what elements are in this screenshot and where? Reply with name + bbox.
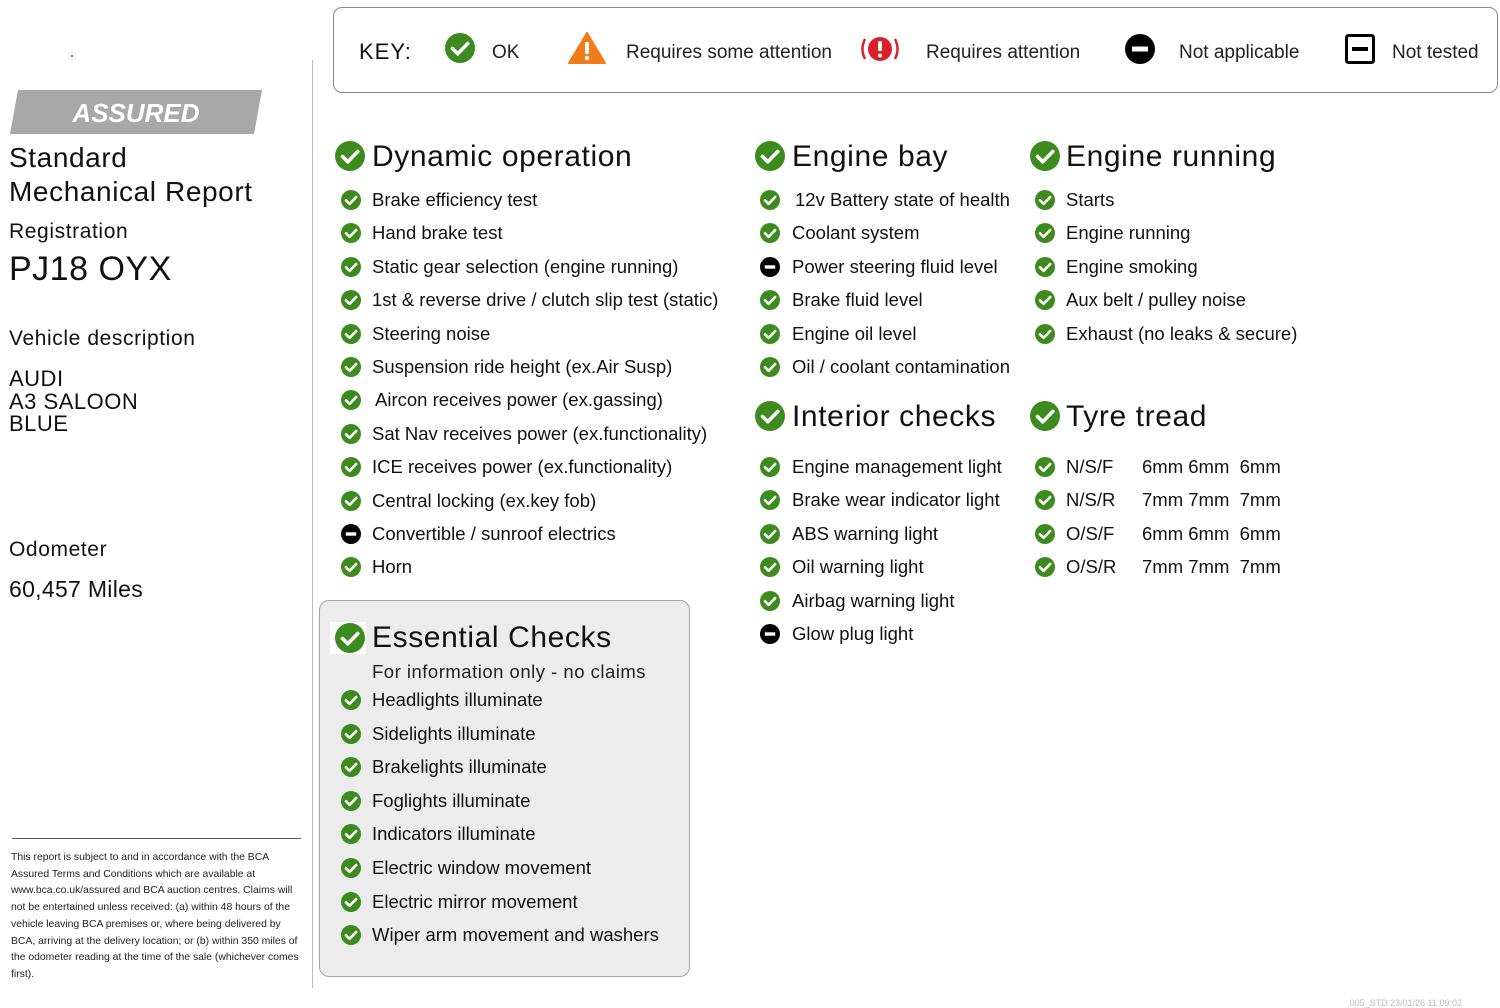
ok-check-icon (760, 223, 780, 243)
ok-check-icon (341, 757, 361, 777)
check-item-label: Horn (372, 556, 413, 577)
key-not-tested-label: Not tested (1392, 42, 1479, 63)
check-item-label: 1st & reverse drive / clutch slip test (static) (372, 289, 719, 310)
ok-check-icon (341, 858, 361, 878)
tyre-tread-value: 7mm 7mm 7mm (1142, 489, 1281, 510)
check-item-label: Suspension ride height (ex.Air Susp) (372, 356, 673, 377)
ok-check-icon (341, 390, 361, 410)
ok-check-icon (1035, 457, 1055, 477)
check-item-label: Indicators illuminate (372, 823, 536, 844)
ok-check-icon (1035, 290, 1055, 310)
ok-check-icon (341, 557, 361, 577)
key-attention-label: Requires attention (926, 42, 1081, 63)
check-item-label: Electric mirror movement (372, 891, 578, 912)
vehicle-description-label: Vehicle description (9, 327, 196, 350)
ok-check-icon (445, 33, 475, 63)
ok-check-icon (760, 591, 780, 611)
tyre-tread-value: 6mm 6mm 6mm (1142, 523, 1281, 544)
ok-check-icon (1035, 257, 1055, 277)
section-status-ok-icon (335, 141, 365, 171)
odometer-label: Odometer (9, 538, 108, 561)
not-tested-icon (1345, 34, 1375, 64)
not-applicable-icon (1125, 34, 1155, 64)
check-item-label: Brakelights illuminate (372, 756, 547, 777)
check-item-label: ICE receives power (ex.functionality) (372, 456, 673, 477)
essential-checks-panel (319, 600, 690, 977)
tyre-position-label: O/S/R (1066, 556, 1117, 577)
check-item-label: Starts (1066, 189, 1115, 210)
footer-stamp: 005_STD 23/01/26 11:09:02 (1349, 998, 1462, 1008)
check-item-label: Engine running (1066, 222, 1191, 243)
vehicle-colour: BLUE (9, 411, 69, 436)
not-applicable-icon (341, 524, 361, 544)
key-ok-label: OK (492, 42, 520, 63)
ok-check-icon (341, 724, 361, 744)
not-applicable-icon (760, 257, 780, 277)
decorative-dot (71, 55, 73, 57)
vehicle-description (9, 368, 138, 436)
warning-triangle-icon (568, 32, 606, 64)
check-item-label: Brake wear indicator light (792, 489, 1000, 510)
ok-check-icon (341, 791, 361, 811)
ok-check-icon (341, 357, 361, 377)
ok-check-icon (341, 324, 361, 344)
registration-label: Registration (9, 220, 129, 243)
check-item-label: Electric window movement (372, 857, 591, 878)
ok-check-icon (760, 457, 780, 477)
ok-check-icon (760, 524, 780, 544)
assured-badge-label: ASSURED (72, 98, 200, 128)
ok-check-icon (341, 925, 361, 945)
key-title: KEY: (359, 39, 412, 64)
section-status-ok-icon (335, 623, 365, 653)
section-title-interior-checks: Interior checks (792, 400, 997, 433)
ok-check-icon (341, 424, 361, 444)
check-item-label: Hand brake test (372, 222, 503, 243)
ok-check-icon (341, 223, 361, 243)
check-item-label: Brake fluid level (792, 289, 923, 310)
registration-value: PJ18 OYX (9, 250, 172, 288)
check-item-label: 12v Battery state of health (795, 189, 1010, 210)
section-title-tyre-tread: Tyre tread (1066, 400, 1208, 433)
check-item-label: Convertible / sunroof electrics (372, 523, 616, 544)
section-title-engine-bay: Engine bay (792, 140, 949, 173)
section-status-ok-icon (1030, 401, 1060, 431)
check-item-label: Static gear selection (engine running) (372, 256, 679, 277)
report-title-line1: Standard (9, 142, 128, 173)
not-applicable-icon (760, 624, 780, 644)
ok-check-icon (341, 190, 361, 210)
ok-check-icon (1035, 490, 1055, 510)
check-item-label: Glow plug light (792, 623, 914, 644)
ok-check-icon (760, 324, 780, 344)
check-item-label: Central locking (ex.key fob) (372, 490, 597, 511)
ok-check-icon (341, 690, 361, 710)
disclaimer-text: This report is subject to and in accordance with the BCA Assured Terms and Conditions which are available at www.bca.co.uk/assured and BCA auction centres. Claims will not be entertained unless received: (a) within 48 hours of the vehicle leaving BCA premises or, where being delivered by BCA, arriving at the delivery location; or (b) within 350 miles of the odometer reading at the time of the sale (whichever comes first). (11, 852, 299, 980)
section-status-ok-icon (1030, 141, 1060, 171)
vehicle-model: A3 SALOON (9, 388, 139, 414)
check-item-label: Engine oil level (792, 323, 917, 344)
ok-check-icon (341, 824, 361, 844)
assured-badge (10, 90, 262, 134)
ok-check-icon (341, 290, 361, 310)
ok-check-icon (341, 892, 361, 912)
key-some-attention-label: Requires some attention (626, 42, 832, 63)
divider (12, 838, 301, 839)
ok-check-icon (341, 257, 361, 277)
tyre-tread-value: 6mm 6mm 6mm (1142, 456, 1281, 477)
section-title-essential-checks: Essential Checks (372, 621, 612, 654)
odometer-value: 60,457 Miles (9, 576, 144, 602)
ok-check-icon (760, 290, 780, 310)
check-item-label: ABS warning light (792, 523, 939, 544)
check-item-label: Wiper arm movement and washers (372, 924, 659, 945)
report-title (9, 141, 309, 209)
ok-check-icon (760, 190, 780, 210)
ok-check-icon (1035, 324, 1055, 344)
section-status-ok-icon (755, 141, 785, 171)
ok-check-icon (760, 557, 780, 577)
check-item-label: Exhaust (no leaks & secure) (1066, 323, 1298, 344)
check-item-label: Sat Nav receives power (ex.functionality) (372, 423, 708, 444)
check-item-label: Oil / coolant contamination (792, 356, 1011, 377)
tyre-position-label: N/S/F (1066, 456, 1114, 477)
essential-checks-subtitle: For information only - no claims (372, 661, 647, 682)
ok-check-icon (341, 491, 361, 511)
check-item-label: Coolant system (792, 222, 920, 243)
tyre-position-label: N/S/R (1066, 489, 1116, 510)
ok-check-icon (1035, 557, 1055, 577)
report-title-line2: Mechanical Report (9, 176, 253, 207)
check-item-label: Brake efficiency test (372, 189, 538, 210)
key-not-applicable-label: Not applicable (1179, 42, 1300, 63)
ok-check-icon (760, 357, 780, 377)
check-item-label: Engine management light (792, 456, 1002, 477)
check-item-label: Steering noise (372, 323, 491, 344)
check-item-label: Aux belt / pulley noise (1066, 289, 1246, 310)
section-title-engine-running: Engine running (1066, 140, 1277, 173)
check-item-label: Foglights illuminate (372, 790, 531, 811)
ok-check-icon (1035, 223, 1055, 243)
section-status-ok-icon (755, 401, 785, 431)
check-item-label: Airbag warning light (792, 590, 955, 611)
check-item-label: Engine smoking (1066, 256, 1198, 277)
check-item-label: Headlights illuminate (372, 689, 543, 710)
ok-check-icon (1035, 524, 1055, 544)
attention-red-icon (859, 33, 901, 65)
check-item-label: Power steering fluid level (792, 256, 998, 277)
check-item-label: Aircon receives power (ex.gassing) (375, 389, 663, 410)
check-item-label: Sidelights illuminate (372, 723, 536, 744)
tyre-tread-value: 7mm 7mm 7mm (1142, 556, 1281, 577)
column-divider (312, 60, 313, 988)
ok-check-icon (341, 457, 361, 477)
section-title-dynamic-operation: Dynamic operation (372, 140, 633, 173)
tyre-position-label: O/S/F (1066, 523, 1115, 544)
check-item-label: Oil warning light (792, 556, 924, 577)
ok-check-icon (1035, 190, 1055, 210)
vehicle-make: AUDI (9, 366, 64, 391)
ok-check-icon (760, 490, 780, 510)
